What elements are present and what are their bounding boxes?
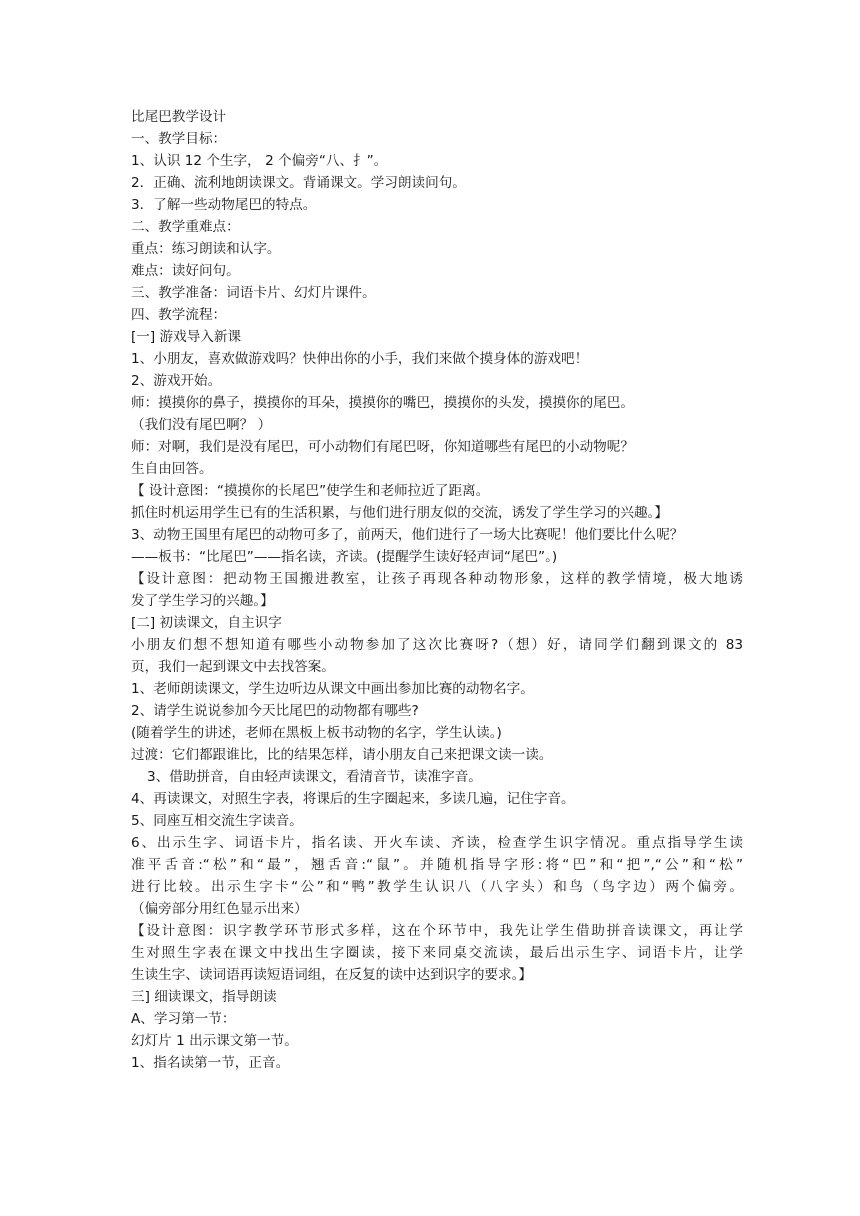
doc-line: 抓住时机运用学生已有的生活积累，与他们进行朋友似的交流，诱发了学生学习的兴趣。】 [131,505,668,521]
doc-line: 1、认识 12 个生字， 2 个偏旁“八、扌”。 [131,153,388,169]
section-heading-goals: 一、教学目标： [131,131,227,147]
doc-line: （偏旁部分用红色显示出来） [131,901,308,917]
doc-line: 生自由回答。 [131,461,213,477]
subsection-heading-3: 三] 细读课文，指导朗读 [131,989,277,1005]
doc-line: 师：对啊，我们是没有尾巴，可小动物们有尾巴呀，你知道哪些有尾巴的小动物呢？ [131,439,634,455]
doc-line: 【设计意图：识字教学环节形式多样，这在个环节中，我先让学生借助拼音读课文，再让学 [131,923,743,939]
doc-line: 3．了解一些动物尾巴的特点。 [131,197,317,213]
subsection-heading-2: [二] 初读课文，自主识字 [131,615,282,631]
doc-line: 6、出示生字、词语卡片，指名读、开火车读、齐读，检查学生识字情况。重点指导学生读 [131,835,743,851]
section-heading-process: 四、教学流程： [131,307,227,323]
section-heading-preparation: 三、教学准备：词语卡片、幻灯片课件。 [131,285,376,301]
doc-line: 进行比较。出示生字卡“公”和“鸭”教学生认识八（八字头）和鸟（鸟字边）两个偏旁。 [131,879,743,895]
doc-line: （我们没有尾巴啊？ ） [131,417,272,433]
doc-line: 1、指名读第一节，正音。 [131,1055,290,1071]
document-body [131,106,743,1074]
doc-line: 生读生字、读词语再读短语词组，在反复的读中达到识字的要求。】 [131,967,533,983]
doc-line: 2、游戏开始。 [131,373,222,389]
doc-line: 难点：读好问句。 [131,263,240,279]
doc-line: A、学习第一节： [131,1011,236,1027]
doc-line: 页，我们一起到课文中去找答案。 [131,659,335,675]
doc-line: 2、请学生说说参加今天比尾巴的动物都有哪些? [131,703,419,719]
doc-line: 发了学生学习的兴趣。】 [131,593,274,609]
doc-line: 师：摸摸你的鼻子，摸摸你的耳朵，摸摸你的嘴巴，摸摸你的头发，摸摸你的尾巴。 [131,395,634,411]
doc-line: 4、再读课文，对照生字表，将课后的生字圈起来，多读几遍，记住字音。 [131,791,575,807]
doc-line: 5、同座互相交流生字读音。 [131,813,303,829]
doc-line: 3、借助拼音，自由轻声读课文，看清音节，读准字音。 [147,769,482,785]
doc-line: 小朋友们想不想知道有哪些小动物参加了这次比赛呀?（想）好，请同学们翻到课文的 83 [131,637,743,653]
doc-line: 1、老师朗读课文，学生边听边从课文中画出参加比赛的动物名字。 [131,681,534,697]
doc-line: 3、动物王国里有尾巴的动物可多了，前两天，他们进行了一场大比赛呢！他们要比什么呢？ [131,527,684,543]
doc-line: 重点：练习朗读和认字。 [131,241,281,257]
doc-line: 1、小朋友，喜欢做游戏吗？快伸出你的小手，我们来做个摸身体的游戏吧！ [131,351,589,367]
doc-line: 生对照生字表在课文中找出生字圈读，接下来同桌交流读，最后出示生字、词语卡片，让学 [131,945,743,961]
doc-line: 过渡：它们都跟谁比，比的结果怎样，请小朋友自己来把课文读一读。 [131,747,553,763]
doc-line: 幻灯片 1 出示课文第一节。 [131,1033,298,1049]
doc-line: 准平舌音:“松”和“最”，翘舌音:“鼠”。并随机指导字形:将“巴”和“把”,“公”和“松” [131,857,743,873]
doc-line: (随着学生的讲述，老师在黑板上板书动物的名字，学生认读。) [131,725,502,741]
doc-title: 比尾巴教学设计 [131,109,227,125]
section-heading-key-points: 二、教学重难点： [131,219,240,235]
doc-line: ——板书：“比尾巴”——指名读，齐读。(提醒学生读好轻声词“尾巴”。) [131,549,558,565]
doc-line: 2．正确、流利地朗读课文。背诵课文。学习朗读问句。 [131,175,466,191]
doc-line: 【 设计意图：“摸摸你的长尾巴”使学生和老师拉近了距离。 [131,483,490,499]
subsection-heading-1: [一] 游戏导入新课 [131,329,242,345]
doc-line: 【设计意图：把动物王国搬进教室，让孩子再现各种动物形象，这样的教学情境，极大地诱 [131,571,743,587]
